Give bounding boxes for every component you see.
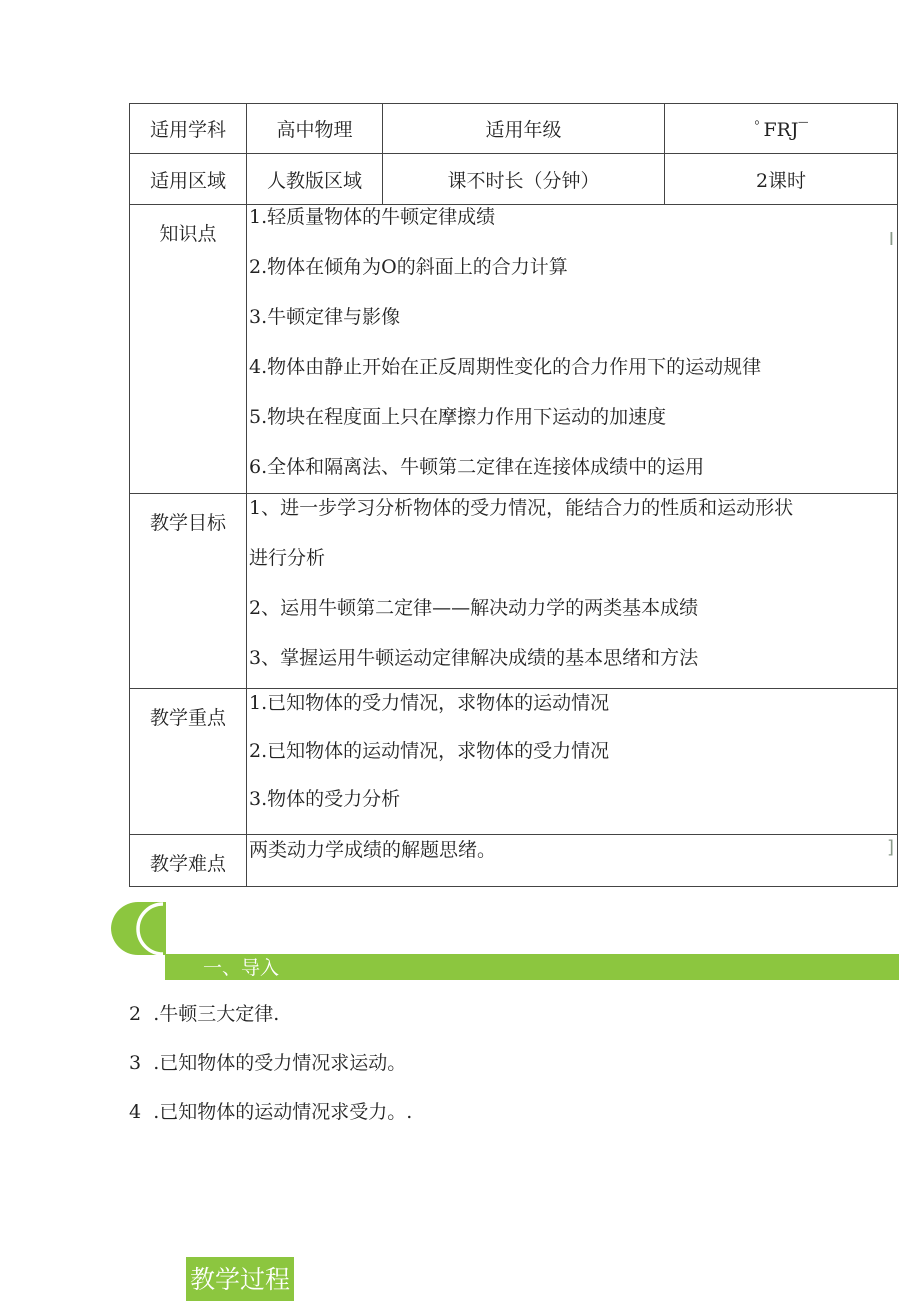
margin-mark: ] xyxy=(886,837,894,858)
intro-item-number: 2 xyxy=(129,1003,142,1025)
grade-value: ﾟFRJ‾ xyxy=(665,104,898,154)
knowledge-item: 1.轻质量物体的牛顿定律成绩 xyxy=(249,206,496,228)
difficulty-label: 教学难点 xyxy=(130,835,247,887)
intro-item-text: .牛顿三大定律. xyxy=(153,1003,280,1025)
subject-value: 高中物理 xyxy=(247,104,383,154)
duration-value: 2课时 xyxy=(665,154,898,205)
intro-item xyxy=(129,1097,412,1124)
goal-item: 3、掌握运用牛顿运动定律解决成绩的基本思绪和方法 xyxy=(249,647,699,669)
goal-item: 进行分析 xyxy=(249,547,326,569)
intro-item xyxy=(129,999,279,1026)
goal-item: 1、进一步学习分析物体的受力情况，能结合力的性质和运动形状 xyxy=(249,497,794,519)
knowledge-item: 5.物块在程度面上只在摩擦力作用下运动的加速度 xyxy=(249,406,667,428)
key-point-item: 2.已知物体的运动情况，求物体的受力情况 xyxy=(249,740,610,762)
margin-mark: I xyxy=(888,229,894,250)
subject-label: 适用学科 xyxy=(130,104,247,154)
knowledge-item: 2.物体在倾角为O的斜面上的合力计算 xyxy=(249,256,568,278)
key-point-item: 3.物体的受力分析 xyxy=(249,788,401,810)
region-value: 人教版区域 xyxy=(247,154,383,205)
section-title: 一、导入 xyxy=(203,957,280,979)
knowledge-item: 4.物体由静止开始在正反周期性变化的合力作用下的运动规律 xyxy=(249,356,762,378)
intro-item-number: 3 xyxy=(129,1052,142,1074)
region-label: 适用区域 xyxy=(130,154,247,205)
intro-item xyxy=(129,1048,406,1075)
intro-item-text: .已知物体的受力情况求运动。 xyxy=(153,1052,407,1074)
process-heading: 教学过程 xyxy=(186,1257,294,1301)
knowledge-label: 知识点 xyxy=(130,205,247,494)
goals-label: 教学目标 xyxy=(130,494,247,689)
key-points-label: 教学重点 xyxy=(130,689,247,835)
intro-item-number: 4 xyxy=(129,1101,142,1123)
difficulty-text: 两类动力学成绩的解题思绪。 xyxy=(249,839,497,861)
goal-item: 2、运用牛顿第二定律——解决动力学的两类基本成绩 xyxy=(249,597,699,619)
knowledge-item: 3.牛顿定律与影像 xyxy=(249,306,401,328)
grade-label: 适用年级 xyxy=(383,104,665,154)
knowledge-item: 6.全体和隔离法、牛顿第二定律在连接体成绩中的运用 xyxy=(249,456,705,478)
duration-label: 课不时长（分钟） xyxy=(383,154,665,205)
intro-item-text: .已知物体的运动情况求受力。. xyxy=(153,1101,413,1123)
key-point-item: 1.已知物体的受力情况，求物体的运动情况 xyxy=(249,692,610,714)
